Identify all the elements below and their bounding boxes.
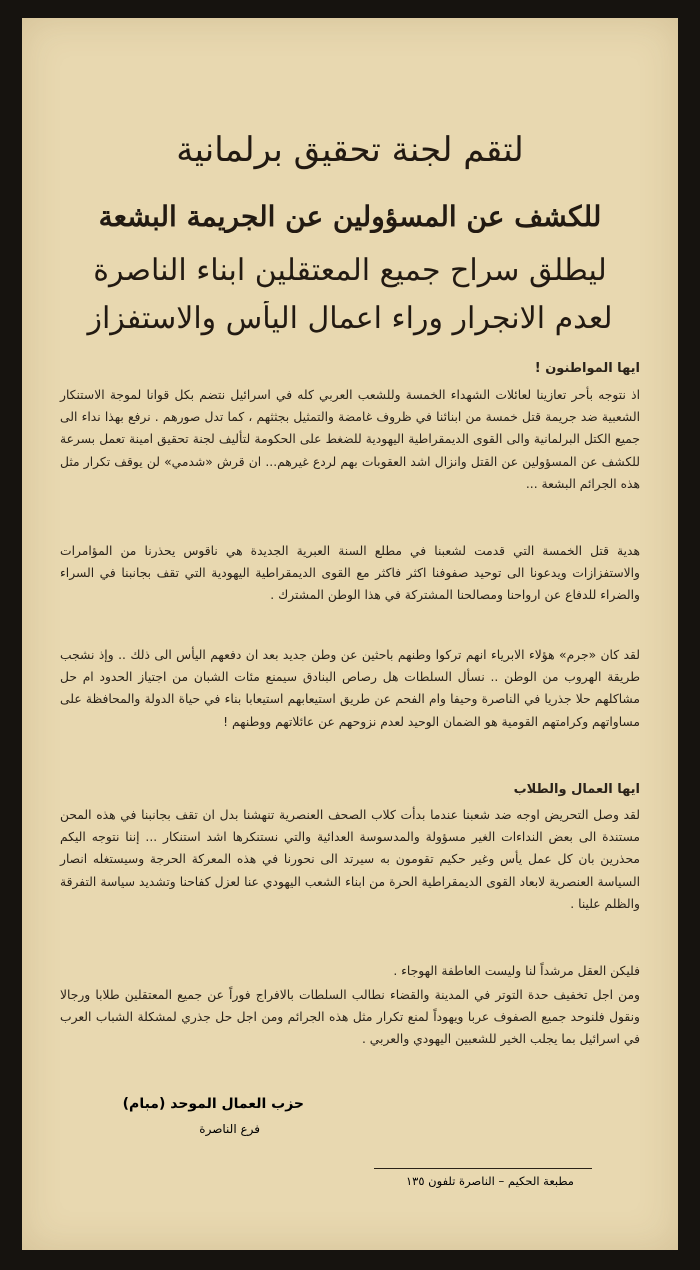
- leaflet-sheet: [22, 18, 678, 1250]
- headline-3: ليطلق سراح جميع المعتقلين ابناء الناصرة: [93, 253, 607, 288]
- section-heading-workers-students: ايها العمال والطلاب: [513, 782, 640, 797]
- section-heading-citizens: ايها المواطنون !: [534, 361, 640, 376]
- paragraph-5: فليكن العقل مرشداً لنا وليست العاطفة الهوجاء .: [393, 964, 640, 978]
- paragraph-1: اذ نتوجه بأحر تعازينا لعائلات الشهداء الخمسة وللشعب العربي كله في اسرائيل نتضم بكل قوانا لموجة الاستنكار الشعبية ضد جريمة قتل خمسة من ابنائنا في ظروف غامضة والتمثيل بجثثهم ، كما تدل صورهم . نرفع بهذا نداء الى جميع الكتل البرلمانية والى القوى الديمقراطية اليهودية للضغط على الحكومة لتأليف لجنة تحقيق امينة تعمل بسرعة للكشف عن المسؤولين عن القتل وانزال اشد العقوبات بهم لردع غيرهم... ان قرش «شدمي» لن يوقف تكرار مثل هذه الجرائم البشعة ...: [60, 388, 640, 491]
- footer-divider: [374, 1168, 592, 1169]
- signature-party: حزب العمال الموحد (مبام): [122, 1096, 304, 1112]
- paragraph-2: هدية قتل الخمسة التي قدمت لشعبنا في مطلع السنة العبرية الجديدة هي ناقوس يحذرنا من المؤامرات والاستفزازات ويدعونا الى توحيد صفوفنا اكثر فاكثر مع القوى الديمقراطية اليهودية التي تقف بجانبنا في السراء والضراء للدفاع عن ارواحنا ومصالحنا المشتركة في هذا الوطن المشترك .: [60, 544, 640, 603]
- signature-branch: فرع الناصرة: [199, 1122, 260, 1136]
- printer-footer: مطبعة الحكيم – الناصرة تلفون ١٣٥: [406, 1174, 574, 1188]
- paragraph-4: لقد وصل التحريض اوجه ضد شعبنا عندما بدأت كلاب الصحف العنصرية تنهشنا بدل ان تقف بجانبنا في هذه المحن مستندة الى بعض النداءات الغير مسؤولة والمدسوسة العدائية والتي نستنكرها اشد استنكار ... إننا نتوجه اليكم محذرين بان كل عمل يأس وغير حكيم تقومون به سيرتد الى نحورنا في هذه المعركة الحرجة وسيستغله انصار السياسة العنصرية لابعاد القوى الديمقراطية الحرة من ابناء الشعب اليهودي عنا لعزل كفاحنا وتشديد سياسة التفرقة والظلم علينا .: [60, 808, 640, 911]
- paragraph-6: ومن اجل تخفيف حدة التوتر في المدينة والقضاء نطالب السلطات بالافراج فوراً عن جميع المعتقلين طلابا ورجالا ونقول فلنوحد جميع الصفوف عربا ويهوداً لمنع تكرار مثل هذه الجرائم ومن اجل حل جذري لمشكلة الشباب العرب في اسرائيل بما يجلب الخير للشعبين اليهودي والعربي .: [60, 988, 640, 1047]
- headline-1: لتقم لجنة تحقيق برلمانية: [176, 130, 524, 170]
- paragraph-3: لقد كان «جرم» هؤلاء الابرياء انهم تركوا وطنهم باحثين عن وطن جديد بعد ان دفعهم اليأس الى ذلك .. وإذ نشجب طريقة الهروب من الوطن .. نسأل السلطات هل رصاص البنادق سيمنع مئات الشبان من اجتياز الحدود ام حل مشاكلهم حلا جذريا في الناصرة وحيفا وام الفحم عن طريق استيعابهم استيعابا بناء في حياة الدولة والمحافظة على مساواتهم وكرامتهم القومية هو الضمان الوحيد لعدم نزوحهم عن عائلاتهم ووطنهم !: [60, 648, 640, 729]
- headline-2: للكشف عن المسؤولين عن الجريمة البشعة: [98, 200, 602, 233]
- headline-4: لعدم الانجرار وراء اعمال اليأس والاستفزاز: [87, 301, 613, 336]
